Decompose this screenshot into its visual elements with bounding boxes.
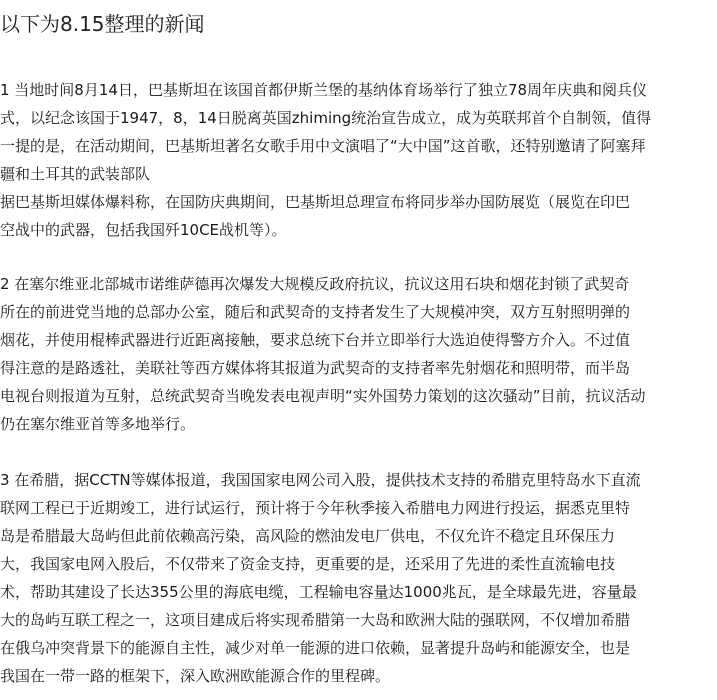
text-line: 式，以纪念该国于1947，8，14日脱离英国zhiming统治宣告成立，成为英联邦首个自制领，值得 [0, 109, 652, 127]
text-line: 联网工程已于近期竣工，进行试运行，预计将于今年秋季接入希腊电力网进行投运，据悉克里特 [0, 499, 631, 517]
page-title: 以下为8.15整理的新闻 [0, 12, 205, 36]
text-line: 在俄乌冲突背景下的能源自主性，减少对单一能源的进口依赖，显著提升岛屿和能源安全，也是 [0, 639, 631, 657]
text-line: 岛是希腊最大岛屿但此前依赖高污染，高风险的燃油发电厂供电，不仅允许不稳定且环保压力 [0, 527, 616, 545]
news-item-2 [0, 270, 710, 438]
text-line: 空战中的武器，包括我国歼10CE战机等）。 [0, 221, 287, 239]
text-line: 疆和土耳其的武装部队 [0, 165, 151, 183]
text-line: 烟花，并使用棍棒武器进行近距离接触，要求总统下台并立即举行大选迫使得警方介入。不过值 [0, 331, 631, 349]
text-line: 1 当地时间8月14日，巴基斯坦在该国首都伊斯兰堡的基纳体育场举行了独立78周年庆典和阅兵仪 [0, 81, 648, 99]
news-item-1 [0, 76, 710, 244]
text-line: 得注意的是路透社，美联社等西方媒体将其报道为武契奇的支持者率先射烟花和照明带，而半岛 [0, 359, 631, 377]
text-line: 我国在一带一路的框架下，深入欧洲欧能源合作的里程碑。 [0, 667, 391, 685]
text-line: 仍在塞尔维亚首等多地举行。 [0, 415, 196, 433]
text-line: 2 在塞尔维亚北部城市诺维萨德再次爆发大规模反政府抗议，抗议这用石块和烟花封锁了武契奇 [0, 275, 630, 293]
text-line: 大，我国家电网入股后，不仅带来了资金支持，更重要的是，还采用了先进的柔性直流输电技 [0, 555, 616, 573]
text-line: 术，帮助其建设了长达355公里的海底电缆，工程输电容量达1000兆瓦，是全球最先进，容量最 [0, 583, 637, 601]
text-line: 电视台则报道为互射，总统武契奇当晚发表电视声明“实外国势力策划的这次骚动”目前，抗议活动 [0, 387, 646, 405]
text-line: 据巴基斯坦媒体爆料称，在国防庆典期间，巴基斯坦总理宣布将同步举办国防展览（展览在印巴 [0, 193, 631, 211]
text-line: 3 在希腊，据CCTN等媒体报道，我国国家电网公司入股，提供技术支持的希腊克里特岛水下直流 [0, 471, 641, 489]
text-line: 一提的是，在活动期间，巴基斯坦著名女歌手用中文演唱了“大中国”这首歌，还特别邀请了阿塞拜 [0, 137, 646, 155]
text-line: 所在的前进党当地的总部办公室，随后和武契奇的支持者发生了大规模冲突，双方互射照明弹的 [0, 303, 631, 321]
news-item-3 [0, 466, 710, 690]
text-line: 大的岛屿互联工程之一，这项目建成后将实现希腊第一大岛和欧洲大陆的强联网，不仅增加希腊 [0, 611, 631, 629]
